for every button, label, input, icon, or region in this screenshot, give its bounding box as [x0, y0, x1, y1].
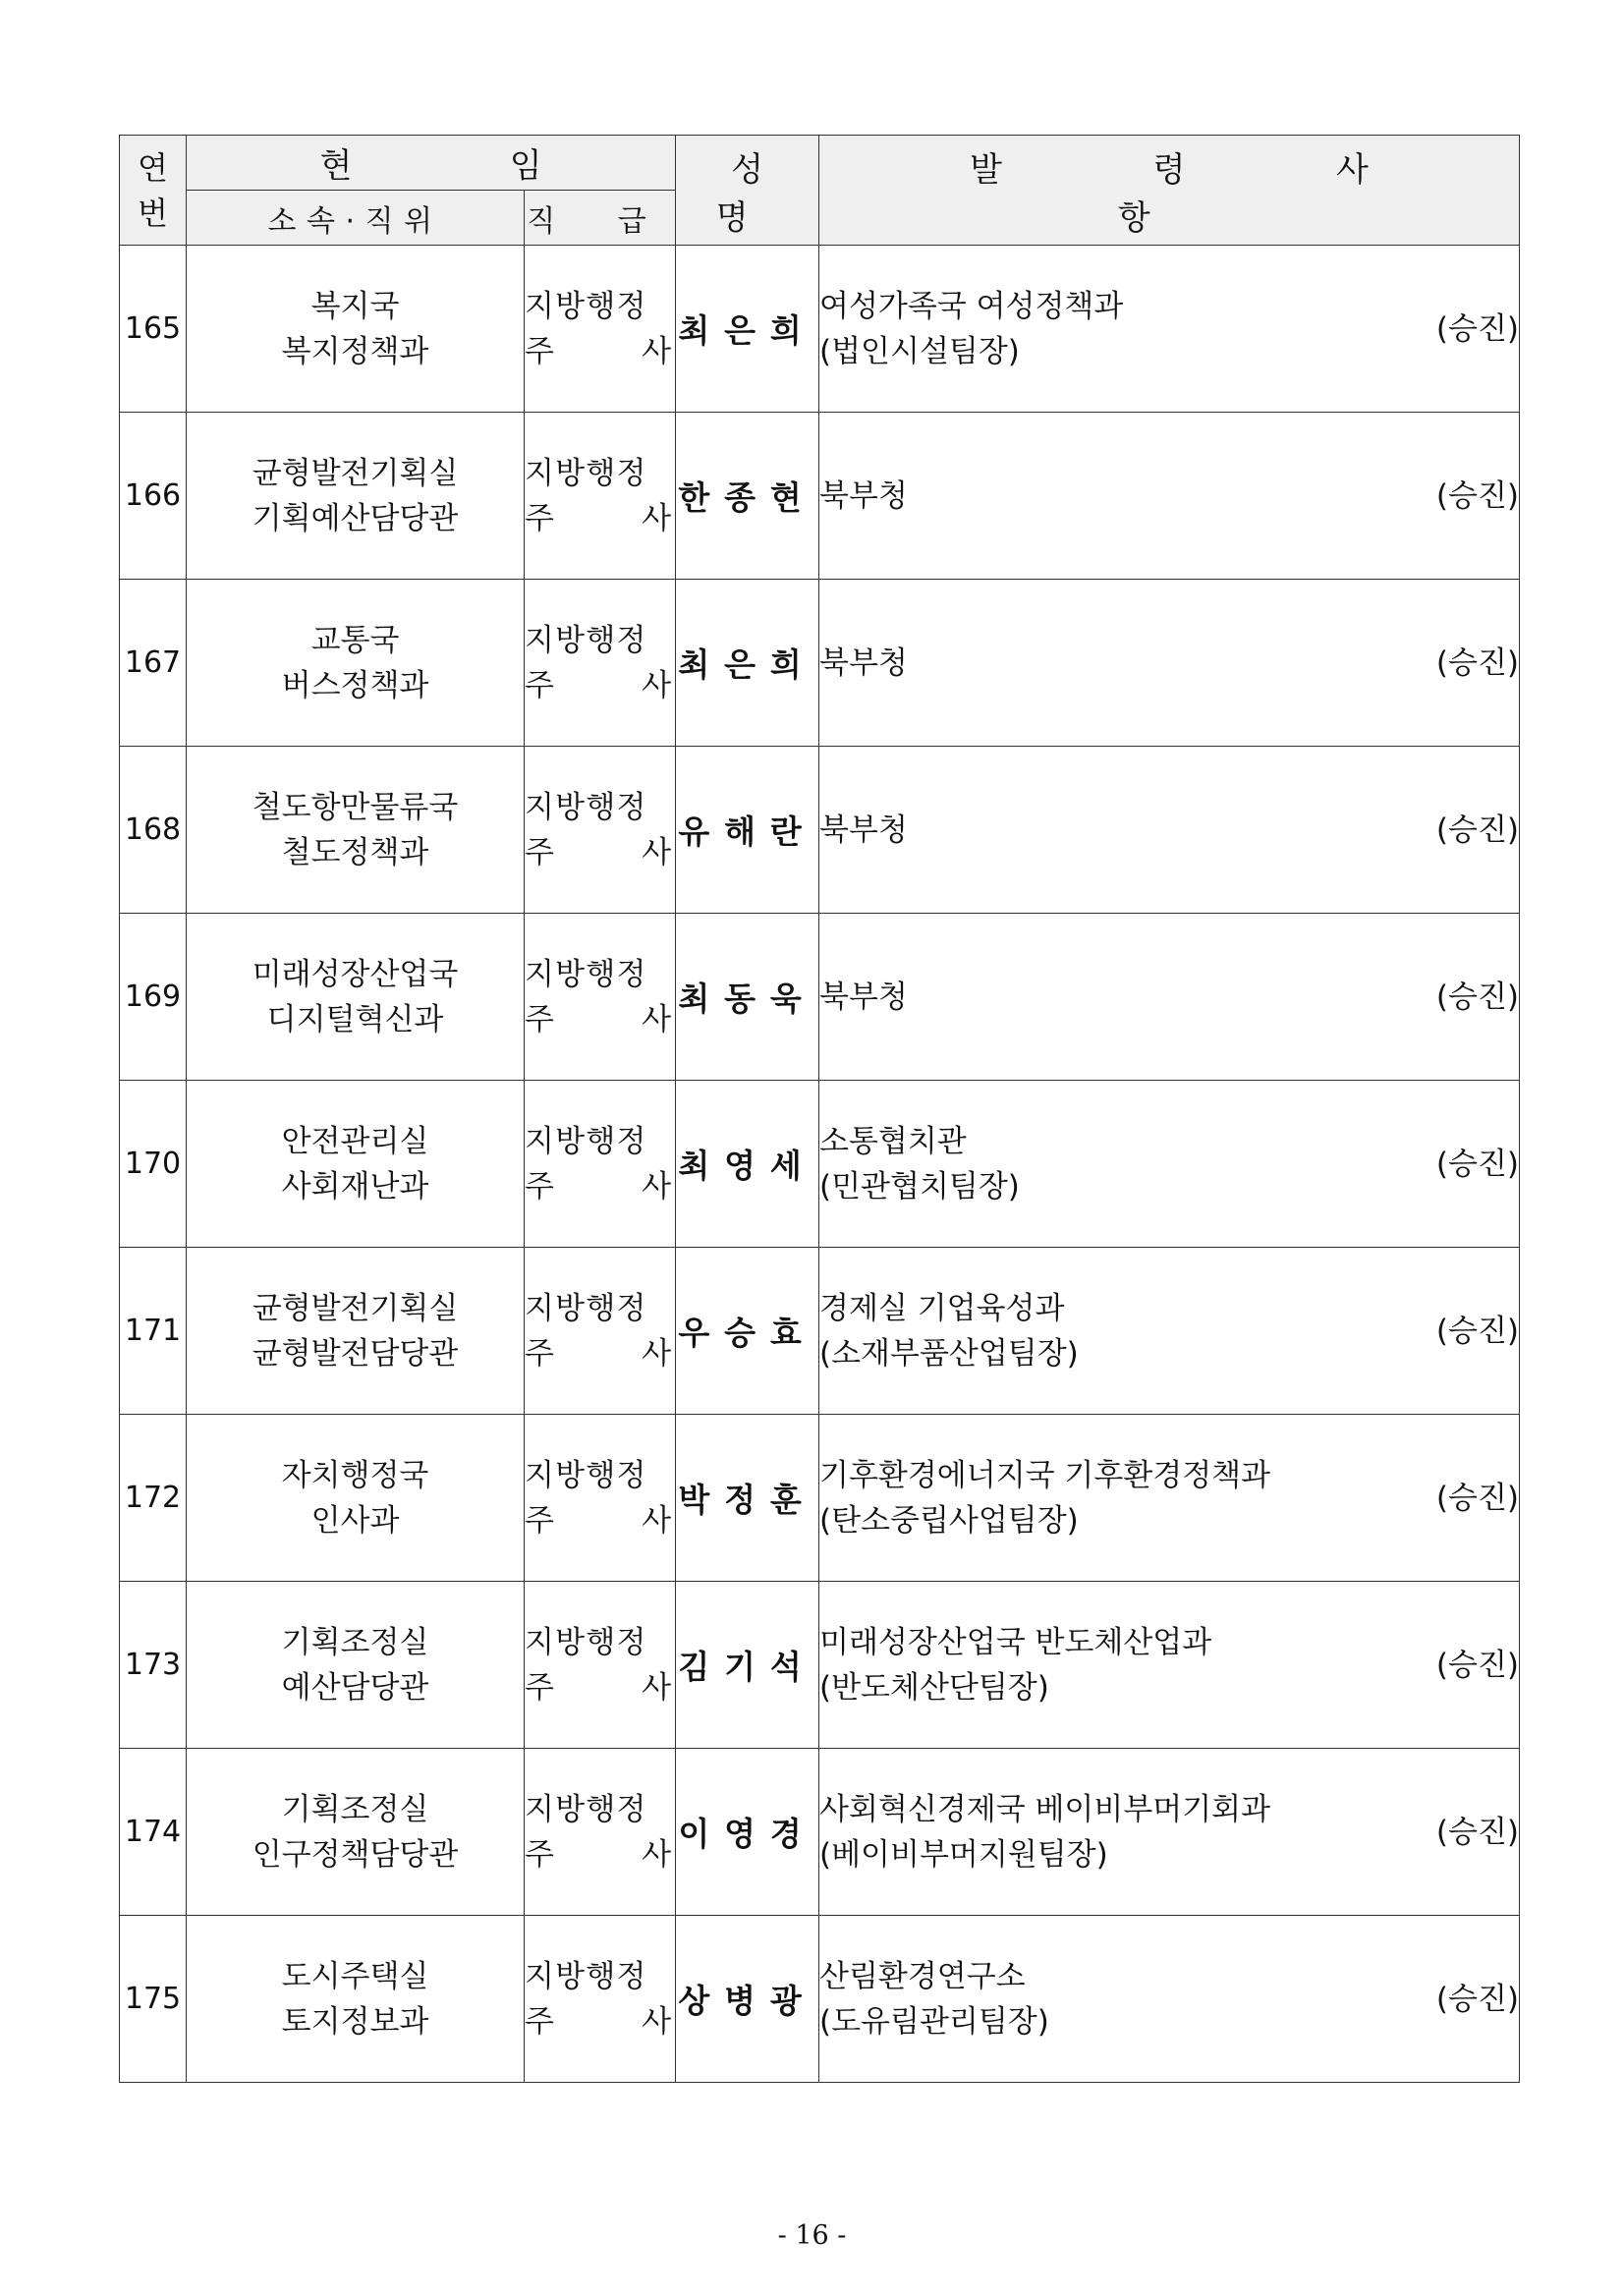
- table-row: [120, 1749, 1520, 1916]
- current-department: 철도항만물류국 철도정책과: [187, 747, 525, 914]
- current-department: 도시주택실 토지정보과: [187, 1916, 525, 2083]
- table-row: [120, 246, 1520, 413]
- current-department: 복지국 복지정책과: [187, 246, 525, 413]
- appointment-detail: 북부청 (승진): [819, 413, 1520, 580]
- serial-number: 170: [120, 1081, 187, 1248]
- person-name: 우승효: [676, 1248, 819, 1415]
- table-row: [120, 747, 1520, 914]
- table-row: [120, 1916, 1520, 2083]
- job-grade: 지방행정 주 사: [525, 914, 676, 1081]
- table-row: [120, 1248, 1520, 1415]
- person-name: 박정훈: [676, 1415, 819, 1582]
- promotion-note: (승진): [1435, 1480, 1520, 1516]
- promotion-note: (승진): [1435, 1313, 1520, 1349]
- serial-number: 171: [120, 1248, 187, 1415]
- job-grade: 지방행정 주 사: [525, 1081, 676, 1248]
- header-dept-position: 소속·직위: [187, 191, 525, 246]
- appointment-detail: 북부청 (승진): [819, 580, 1520, 747]
- promotion-note: (승진): [1435, 1981, 1520, 2017]
- person-name: 최은희: [676, 246, 819, 413]
- serial-number: 165: [120, 246, 187, 413]
- current-department: 자치행정국 인사과: [187, 1415, 525, 1582]
- promotion-note: (승진): [1435, 1814, 1520, 1850]
- table-row: [120, 914, 1520, 1081]
- person-name: 유해란: [676, 747, 819, 914]
- current-department: 기획조정실 인구정책담당관: [187, 1749, 525, 1916]
- person-name: 최영세: [676, 1081, 819, 1248]
- header-serial-number: 연 번: [120, 136, 187, 246]
- current-department: 미래성장산업국 디지털혁신과: [187, 914, 525, 1081]
- serial-number: 175: [120, 1916, 187, 2083]
- promotion-note: (승진): [1435, 1647, 1520, 1683]
- appointment-detail: 미래성장산업국 반도체산업과 (반도체산단팀장) (승진): [819, 1582, 1520, 1749]
- job-grade: 지방행정 주 사: [525, 1248, 676, 1415]
- serial-number: 174: [120, 1749, 187, 1916]
- page-number: - 16 -: [777, 2220, 847, 2251]
- promotion-note: (승진): [1435, 979, 1520, 1015]
- appointment-detail: 기후환경에너지국 기후환경정책과 (탄소중립사업팀장) (승진): [819, 1415, 1520, 1582]
- appointment-detail: 북부청 (승진): [819, 914, 1520, 1081]
- serial-number: 166: [120, 413, 187, 580]
- header-grade: 직 급: [525, 191, 676, 246]
- table-row: [120, 1582, 1520, 1749]
- promotion-note: (승진): [1435, 1146, 1520, 1182]
- appointment-detail: 여성가족국 여성정책과 (법인시설팀장) (승진): [819, 246, 1520, 413]
- person-name: 최동욱: [676, 914, 819, 1081]
- serial-number: 168: [120, 747, 187, 914]
- table-header: [120, 136, 1520, 246]
- table-row: [120, 1081, 1520, 1248]
- serial-number: 167: [120, 580, 187, 747]
- current-department: 균형발전기획실 균형발전담당관: [187, 1248, 525, 1415]
- person-name: 이영경: [676, 1749, 819, 1916]
- promotion-note: (승진): [1435, 812, 1520, 848]
- promotion-note: (승진): [1435, 644, 1520, 681]
- promotion-note: (승진): [1435, 310, 1520, 347]
- current-department: 안전관리실 사회재난과: [187, 1081, 525, 1248]
- serial-number: 172: [120, 1415, 187, 1582]
- current-department: 균형발전기획실 기획예산담당관: [187, 413, 525, 580]
- person-name: 김기석: [676, 1582, 819, 1749]
- job-grade: 지방행정 주 사: [525, 413, 676, 580]
- promotion-note: (승진): [1435, 477, 1520, 514]
- serial-number: 173: [120, 1582, 187, 1749]
- person-name: 최은희: [676, 580, 819, 747]
- job-grade: 지방행정 주 사: [525, 1415, 676, 1582]
- job-grade: 지방행정 주 사: [525, 580, 676, 747]
- appointment-detail: 소통협치관 (민관협치팀장) (승진): [819, 1081, 1520, 1248]
- person-name: 한종현: [676, 413, 819, 580]
- personnel-table: [119, 135, 1520, 2083]
- appointment-detail: 사회혁신경제국 베이비부머기회과 (베이비부머지원팀장) (승진): [819, 1749, 1520, 1916]
- current-department: 기획조정실 예산담당관: [187, 1582, 525, 1749]
- appointment-detail: 경제실 기업육성과 (소재부품산업팀장) (승진): [819, 1248, 1520, 1415]
- header-current-post: 현 임: [187, 136, 676, 191]
- appointment-detail: 산림환경연구소 (도유림관리팀장) (승진): [819, 1916, 1520, 2083]
- job-grade: 지방행정 주 사: [525, 747, 676, 914]
- table-row: [120, 1415, 1520, 1582]
- table-row: [120, 413, 1520, 580]
- current-department: 교통국 버스정책과: [187, 580, 525, 747]
- job-grade: 지방행정 주 사: [525, 246, 676, 413]
- table-row: [120, 580, 1520, 747]
- job-grade: 지방행정 주 사: [525, 1582, 676, 1749]
- person-name: 상병광: [676, 1916, 819, 2083]
- appointment-detail: 북부청 (승진): [819, 747, 1520, 914]
- serial-number: 169: [120, 914, 187, 1081]
- header-appointment: 발 령 사 항: [819, 136, 1520, 246]
- job-grade: 지방행정 주 사: [525, 1916, 676, 2083]
- header-name: 성 명: [676, 136, 819, 246]
- job-grade: 지방행정 주 사: [525, 1749, 676, 1916]
